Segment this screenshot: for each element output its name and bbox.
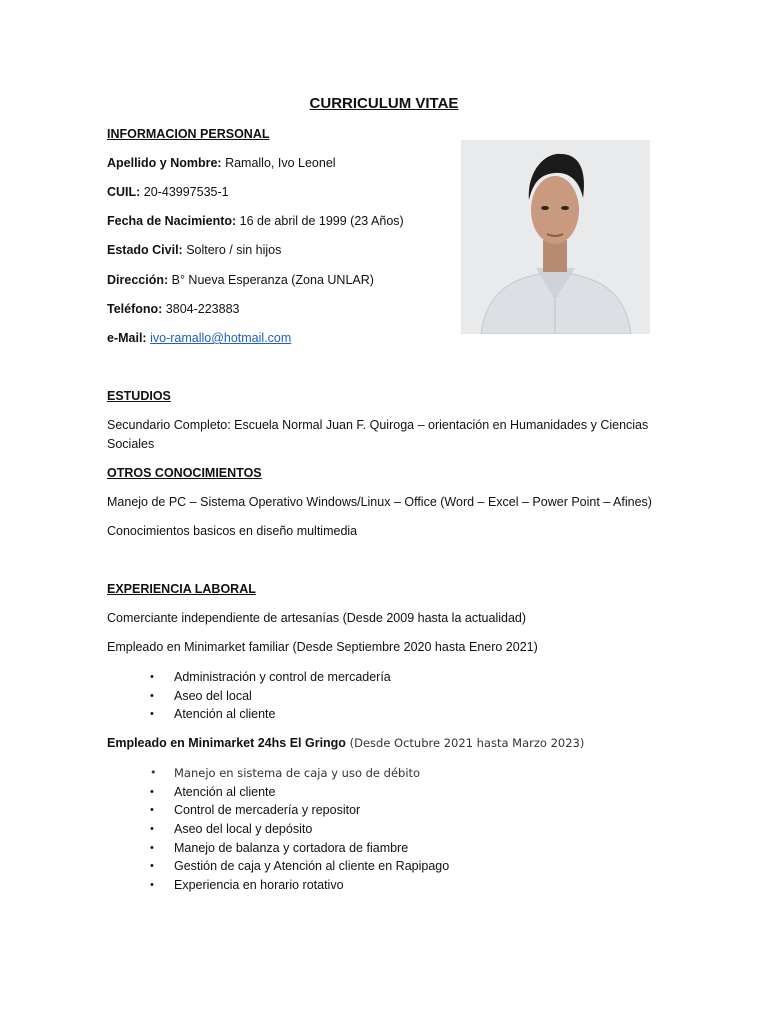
studies-line-1: Secundario Completo: Escuela Normal Juan F. Quiroga – orientación en Humanidades y Ciencias [107, 418, 649, 432]
person-portrait-icon [461, 140, 650, 334]
list-item: • Aseo del local [150, 687, 391, 706]
name-value: Ramallo, Ivo Leonel [221, 156, 336, 170]
birth-value: 16 de abril de 1999 (23 Años) [236, 214, 404, 228]
list-item: • Administración y control de mercadería [150, 668, 391, 687]
job-2-line: Empleado en Minimarket familiar (Desde Septiembre 2020 hasta Enero 2021) [107, 640, 538, 654]
email-label: e-Mail: [107, 331, 147, 345]
list-item: • Atención al cliente [150, 705, 391, 724]
job-2-duties-list [150, 668, 391, 724]
cuil-value: 20-43997535-1 [140, 185, 229, 199]
civil-status-line [107, 243, 281, 257]
address-value: B° Nueva Esperanza (Zona UNLAR) [168, 273, 374, 287]
personal-info-heading: INFORMACION PERSONAL [107, 127, 270, 141]
list-item: • Manejo de balanza y cortadora de fiambre [150, 839, 449, 858]
cuil-line [107, 185, 229, 199]
email-link[interactable]: ivo-ramallo@hotmail.com [150, 331, 292, 345]
multimedia-line: Conocimientos basicos en diseño multimedia [107, 524, 358, 538]
name-line [107, 156, 336, 170]
cuil-label: CUIL: [107, 185, 141, 199]
email-line [107, 331, 291, 345]
job-3-line [107, 736, 584, 750]
address-label: Dirección: [107, 273, 169, 287]
list-item: • Gestión de caja y Atención al cliente en Rapipago [150, 857, 449, 876]
civil-status-label: Estado Civil: [107, 243, 183, 257]
studies-line-2: Sociales [107, 437, 155, 451]
name-label: Apellido y Nombre: [107, 156, 222, 170]
studies-heading: ESTUDIOS [107, 389, 171, 403]
phone-value: 3804-223883 [162, 302, 240, 316]
pc-skills-line: Manejo de PC – Sistema Operativo Windows/Linux – Office (Word – Excel – Power Point – Afines) [107, 495, 652, 509]
birth-line [107, 214, 404, 228]
job-3-duties-list [150, 764, 449, 895]
list-item: • Atención al cliente [150, 783, 449, 802]
phone-label: Teléfono: [107, 302, 163, 316]
address-line [107, 273, 374, 287]
phone-line [107, 302, 239, 316]
list-item: • Experiencia en horario rotativo [150, 876, 449, 895]
job-3-dates: (Desde Octubre 2021 hasta Marzo 2023) [345, 736, 585, 750]
job-3-title: Empleado en Minimarket 24hs El Gringo [107, 736, 346, 750]
profile-photo [461, 140, 650, 334]
job-1-line: Comerciante independiente de artesanías (Desde 2009 hasta la actualidad) [107, 611, 527, 625]
civil-status-value: Soltero / sin hijos [182, 243, 282, 257]
birth-label: Fecha de Nacimiento: [107, 214, 237, 228]
experience-heading: EXPERIENCIA LABORAL [107, 582, 256, 596]
document-title: CURRICULUM VITAE [309, 95, 459, 112]
list-item: • Aseo del local y depósito [150, 820, 449, 839]
list-item: • Manejo en sistema de caja y uso de débito [150, 764, 449, 783]
list-item: • Control de mercadería y repositor [150, 801, 449, 820]
other-knowledge-heading: OTROS CONOCIMIENTOS [107, 466, 262, 480]
